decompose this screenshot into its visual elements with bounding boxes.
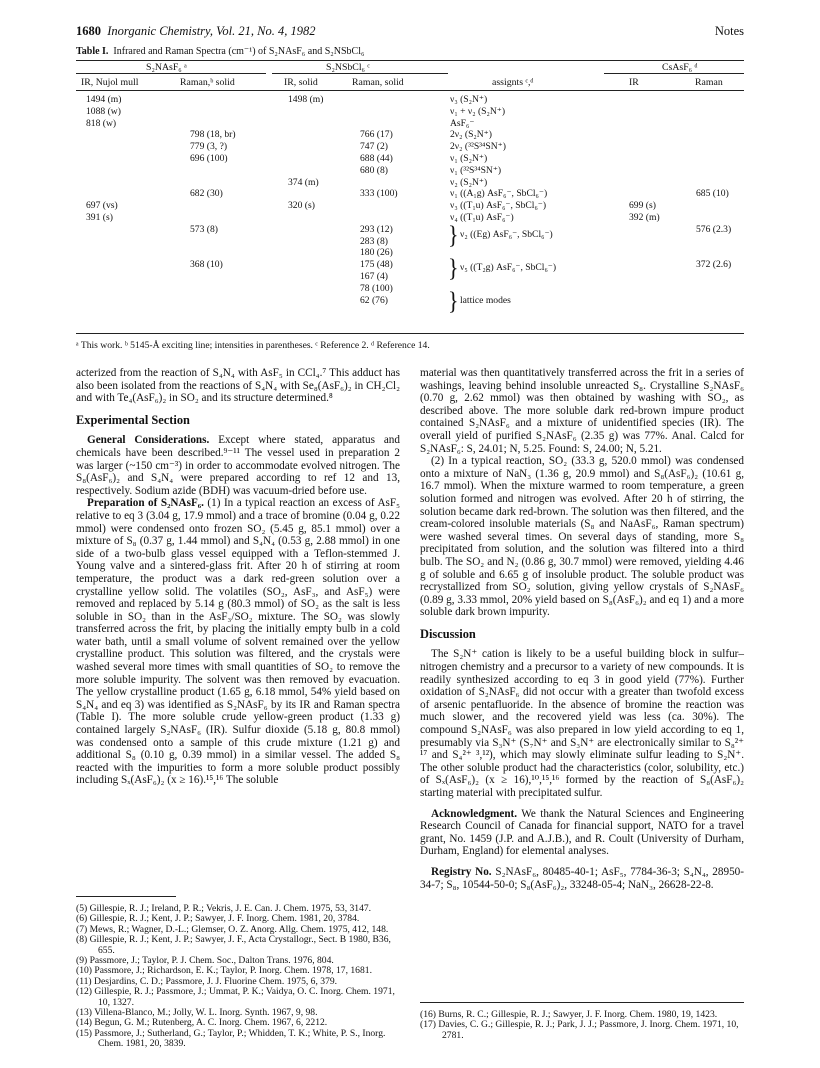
group-rule-2: [272, 73, 448, 74]
discussion-heading: Discussion: [420, 626, 476, 641]
preparation-2-paragraph: (2) In a typical reaction, SO₂ (33.3 g, 520.0 mmol) was condensed onto a mixture of NaN₃ (1.36 g, 20.9 mmol) and S₈(AsF₆)₂ (10.61 g, 16.7 mmol). When the mixture warmed to room temperature, a green solution formed and nitrogen was evolved. After 20 h of stirring, the solution became dark red-brown. The solution was then filtered, and the cream-colored insoluble materials (S₈ and NaAsF₆, Raman spectrum) were washed several times. On several days of standing, more S₈ precipitated from solution, and the solution was filtered into a third bulb. The SO₂ and N₂ (0.86 g, 30.7 mmol) were removed, yielding 4.46 g of soluble and 6.65 g of insoluble product. The soluble product was recrystallized from SO₂ solution, giving yellow crystals of S₂NAsF₆ (0.89 g, 3.33 mmol, 20% yield based on S₈(AsF₆)₂ and eq 1) and a more soluble dark brown impurity.: [420, 455, 744, 619]
table-caption: [76, 46, 365, 57]
assignment-cell: 2ν₂ (S₂N⁺): [450, 129, 492, 141]
table-cell: 818 (w): [86, 117, 117, 129]
reference-item: (9) Passmore, J.; Taylor, P. J. Chem. Soc., Dalton Trans. 1976, 804.: [76, 955, 334, 967]
preparation-title: Preparation of S₂NAsF₆.: [87, 497, 204, 510]
page-number-and-journal: [76, 24, 315, 39]
assignment-cell: ν₃ (S₂N⁺): [450, 94, 488, 105]
table-cell: 180 (26): [360, 247, 393, 259]
subhead-raman: Raman: [695, 77, 723, 88]
assignment-cell: ν₁ + ν₂ (S₂N⁺): [450, 105, 506, 117]
assignment-lattice: lattice modes: [460, 295, 511, 306]
registry-text: S₂NAsF₆, 80485-40-1; AsF₅, 7784-36-3; S₄N₄, 28950-34-7; S₈, 10544-50-0; S₈(AsF₆)₂, 33248-05-4; NaN₃, 26628-22-8.: [420, 865, 745, 891]
discussion-paragraph: The S₂N⁺ cation is likely to be a useful building block in sulfur–nitrogen chemistry and a precursor to a variety of new compounds. It is readily synthesized according to eq 3 in good yield (77%). Further oxidation of S₂NAsF₆ did not occur with a greater than twofold excess of arsenic pentafluoride. In the absence of bromine the reaction was much slower, and the recovered yield was less (ca. 30%). The compound S₂NAsF₆ was also prepared in low yield according to eq 1, presumably via S₃N⁺ (S₇N⁺ and S₃N⁺ are electronically similar to S₈²⁺ ¹⁷ and S₄²⁺ ³,¹²), which may slowly eliminate sulfur leading to S₂N⁺. The other soluble product had the characteristics (color, solubility, etc.) of Sₓ(AsF₆)₂ (x ≥ 16),¹⁰,¹⁵,¹⁶ formed by the reaction of S₈(AsF₆)₂ starting material with precipitated sulfur.: [420, 648, 744, 799]
spectra-table: [76, 60, 744, 350]
acknowledgment-text: We thank the Natural Sciences and Engineering Research Council of Canada for financial support, NATO for a travel grant, No. 1459 (J.P. and A.J.B.), and R. Coult (University of Durham, Durham, England) for elemental analyses.: [420, 807, 744, 858]
table-caption-text: Infrared and Raman Spectra (cm⁻¹) of S₂NAsF₆ and S₂NSbCl₆: [113, 46, 365, 57]
brace-t2g: }: [448, 253, 459, 282]
table-cell: 372 (2.6): [696, 259, 732, 271]
right-column: [420, 367, 744, 891]
table-cell: 175 (48): [360, 259, 393, 271]
table-cell: 78 (100): [360, 282, 393, 294]
group-rule-1: [76, 73, 266, 74]
table-cell: 283 (8): [360, 235, 388, 247]
journal-citation: Inorganic Chemistry, Vol. 21, No. 4, 1982: [107, 24, 316, 38]
table-cell: 798 (18, br): [190, 129, 236, 141]
references-separator-right: [420, 1002, 744, 1003]
reference-item: (14) Begun, G. M.; Rutenberg, A. C. Inorg. Chem. 1967, 6, 2212.: [76, 1017, 328, 1029]
table-cell: 333 (100): [360, 188, 398, 200]
intro-paragraph: acterized from the reaction of S₄N₄ with AsF₅ in CCl₄.⁷ This adduct has also been isolated from the reactions of S₄N₄ with Se₈(AsF₆)₂ in CH₂Cl₂ and with Te₄(AsF₆)₂ in SO₂ and its structure determined.⁸: [76, 367, 400, 405]
table-footnotes: ᵃ This work. ᵇ 5145-Å exciting line; intensities in parentheses. ᶜ Reference 2. ᵈ Reference 14.: [76, 340, 430, 351]
assignment-cell: AsF₆⁻: [450, 117, 475, 129]
table-cell: 62 (76): [360, 294, 388, 306]
registry-title: Registry No.: [431, 865, 492, 878]
assignment-cell: ν₃ ((T₁u) AsF₆⁻, SbCl₆⁻): [450, 200, 547, 212]
table-cell: 697 (vs): [86, 200, 118, 212]
reference-item: (10) Passmore, J.; Richardson, E. K.; Taylor, P. Inorg. Chem. 1978, 17, 1681.: [76, 965, 372, 977]
general-title: General Considerations.: [87, 434, 210, 447]
table-cell: 685 (10): [696, 188, 729, 200]
table-bottom-rule: [76, 333, 744, 334]
reference-item: (15) Passmore, J.; Sutherland, G.; Taylor, P.; Whidden, T. K.; White, P. S., Inorg. Chem. 1981, 20, 3839.: [76, 1027, 386, 1050]
assignment-cell: ν₂ (S₂N⁺): [450, 176, 488, 188]
reference-item: (6) Gillespie, R. J.; Kent, J. P.; Sawyer, J. F. Inorg. Chem. 1981, 20, 3784.: [76, 913, 360, 925]
group-head-s2nsbcl6: S₂NSbCl₆ ᶜ: [326, 62, 370, 73]
continued-paragraph: material was then quantitatively transferred across the frit in a series of washings, leaving behind insoluble unreacted S₈. Crystalline S₂NAsF₆ (0.70 g, 2.62 mmol) was then obtained by washing with SO₂, as described above. The more soluble dark red-brown impure product contained S₂NAsF₆ and a mixture of unidentified species (IR). The overall yield of purified S₂NAsF₆ (2.35 g) was 77%. Anal. Calcd for S₂NAsF₆: S, 24.01; N, 5.25. Found: S, 24.00; N, 5.21.: [420, 367, 744, 455]
brace-eg: }: [448, 220, 459, 249]
assignment-cell: ν₄ ((T₁u) AsF₆⁻): [450, 212, 514, 223]
assignment-cell: ν₁ ((A₁g) AsF₆⁻, SbCl₆⁻): [450, 188, 548, 200]
table-cell: 1498 (m): [288, 94, 324, 105]
table-cell: 682 (30): [190, 188, 223, 200]
table-label: Table I.: [76, 46, 109, 57]
table-header-rule: [76, 90, 744, 91]
table-top-rule: [76, 60, 744, 61]
table-cell: 1088 (w): [86, 105, 121, 117]
group-rule-3: [604, 73, 744, 74]
assignment-cell: ν₁ (³²S³⁴SN⁺): [450, 164, 502, 176]
table-cell: 391 (s): [86, 212, 113, 223]
table-cell: 374 (m): [288, 176, 319, 188]
group-head-s2nasf6: S₂NAsF₆ ᵃ: [146, 62, 187, 73]
reference-item: (11) Desjardins, C. D.; Passmore, J. J. Fluorine Chem. 1975, 6, 379.: [76, 975, 338, 987]
table-cell: 1494 (m): [86, 94, 122, 105]
table-cell: 576 (2.3): [696, 223, 732, 235]
table-cell: 766 (17): [360, 129, 393, 141]
reference-item: (16) Burns, R. C.; Gillespie, R. J.; Sawyer, J. F. Inorg. Chem. 1980, 19, 1423.: [420, 1009, 718, 1020]
subhead-assignments: assignts ᶜ,ᵈ: [492, 77, 534, 88]
left-column: [76, 367, 400, 787]
reference-item: (5) Gillespie, R. J.; Ireland, P. R.; Vekris, J. E. Can. J. Chem. 1975, 53, 3147.: [76, 903, 372, 914]
general-paragraph: [76, 434, 400, 497]
table-cell: 699 (s): [629, 200, 656, 212]
reference-item: (7) Mews, R.; Wagner, D.-L.; Glemser, O. Z. Anorg. Allg. Chem. 1975, 412, 148.: [76, 923, 389, 935]
section-label: Notes: [714, 24, 744, 38]
page-header: [76, 24, 744, 42]
references-left: [76, 904, 400, 1050]
subhead-ir-nujol: IR, Nujol mull: [81, 77, 139, 88]
table-cell: 747 (2): [360, 141, 388, 153]
reference-item: (8) Gillespie, R. J.; Kent, J. P.; Sawyer, J. F., Acta Crystallogr., Sect. B 1980, B36, 655.: [76, 934, 391, 956]
table-cell: 368 (10): [190, 259, 223, 271]
acknowledgment-title: Acknowledgment.: [431, 807, 518, 820]
table-cell: 688 (44): [360, 153, 393, 164]
table-cell: 573 (8): [190, 223, 218, 235]
subhead-ir: IR: [629, 77, 639, 88]
subhead-raman-solid: Raman,ᵇ solid: [180, 77, 235, 88]
assignment-cell: ν₁ (S₂N⁺): [450, 153, 488, 164]
reference-item: (13) Villena-Blanco, M.; Jolly, W. L. Inorg. Synth. 1967, 9, 98.: [76, 1007, 318, 1019]
reference-item: (17) Davies, C. G.; Gillespie, R. J.; Park, J. J.; Passmore, J. Inorg. Chem. 1971, 10, 2781.: [420, 1019, 739, 1041]
table-cell: 167 (4): [360, 271, 388, 282]
reference-item: (12) Gillespie, R. J.; Passmore, J.; Ummat, P. K.; Vaidya, O. C. Inorg. Chem. 1971, 10, 1327.: [76, 986, 395, 1008]
acknowledgment-paragraph: [420, 808, 744, 858]
group-head-csasf6: CsAsF₆ ᵈ: [662, 62, 698, 73]
brace-lattice: }: [448, 286, 459, 315]
table-cell: 680 (8): [360, 164, 388, 176]
table-cell: 320 (s): [288, 200, 315, 212]
preparation-paragraph: [76, 497, 400, 787]
page-number: 1680: [76, 24, 101, 38]
subhead-raman-solid-2: Raman, solid: [352, 77, 404, 88]
table-cell: 779 (3, ?): [190, 141, 228, 153]
registry-paragraph: [420, 866, 744, 891]
assignment-eg: ν₂ ((Eg) AsF₆⁻, SbCl₆⁻): [460, 229, 553, 240]
references-right: [420, 1010, 744, 1041]
table-cell: 392 (m): [629, 212, 660, 223]
general-text: Except where stated, apparatus and chemicals have been described.⁹⁻¹¹ The vessel used in preparation 2 was larger (~150 cm⁻³) in order to accommodate evolved nitrogen. The S₈(AsF₆)₂ and S₄N₄ were prepared according to ref 12 and 13, respectively. Sodium azide (BDH) was vacuum-dried before use.: [76, 434, 400, 497]
preparation-text: (1) In a typical reaction an excess of AsF₅ relative to eq 3 (3.04 g, 17.9 mmol) and a trace of bromine (0.04 g, 0.22 mmol) were condensed onto frozen SO₂ (5.45 g, 85.1 mmol) over a mixture of S₈ (0.37 g, 1.44 mmol) and S₄N₄ (0.53 g, 2.88 mmol) in one side of a two-bulb glass vessel equipped with a Teflon-stemmed J. Young valve and a sintered-glass frit. After 20 h of stirring at room temperature, the product was a dark red-green solution over a crystalline yellow solid. The volatiles (SO₂, AsF₃, and AsF₅) were removed and replaced by 5.14 g (80.3 mmol) of SO₂ as the salt is less soluble in SO₂ than in the AsF₃/SO₂ mixture. The SO₂ was slowly transferred across the frit, by placing the initially empty bulb in a cold water bath, until a small volume of solvent remained over the yellow crystalline product. This solution was filtered, and the crystals were washed several more times with small quantities of SO₂ to remove the more soluble impurity. The solvent was then removed by evacuation. The yellow crystalline product (1.65 g, 6.18 mmol, 54% yield based on S₄N₄ and eq 3) was identified as S₂NAsF₆ by its IR and Raman spectra (Table I). The more soluble crude yellow-green product (1.33 g) contained largely S₂NAsF₆ (IR). Sulfur dioxide (5.18 g, 80.8 mmol) was condensed onto a sample of this crude mixture (1.21 g) and additional S₈ (0.10 g, 0.39 mmol) in a similar vessel. The added S₈ reacted with the impurities to form a more soluble product possibly including Sₓ(AsF₆)₂ (x ≥ 16).¹⁵,¹⁶ The soluble: [76, 497, 401, 787]
references-separator-left: [76, 896, 176, 897]
table-cell: 293 (12): [360, 223, 393, 235]
assignment-t2g: ν₅ ((T₂g) AsF₆⁻, SbCl₆⁻): [460, 262, 557, 273]
subhead-ir-solid: IR, solid: [284, 77, 318, 88]
assignment-cell: 2ν₂ (³²S³⁴SN⁺): [450, 141, 506, 153]
table-cell: 696 (100): [190, 153, 228, 164]
experimental-heading: Experimental Section: [76, 412, 190, 427]
